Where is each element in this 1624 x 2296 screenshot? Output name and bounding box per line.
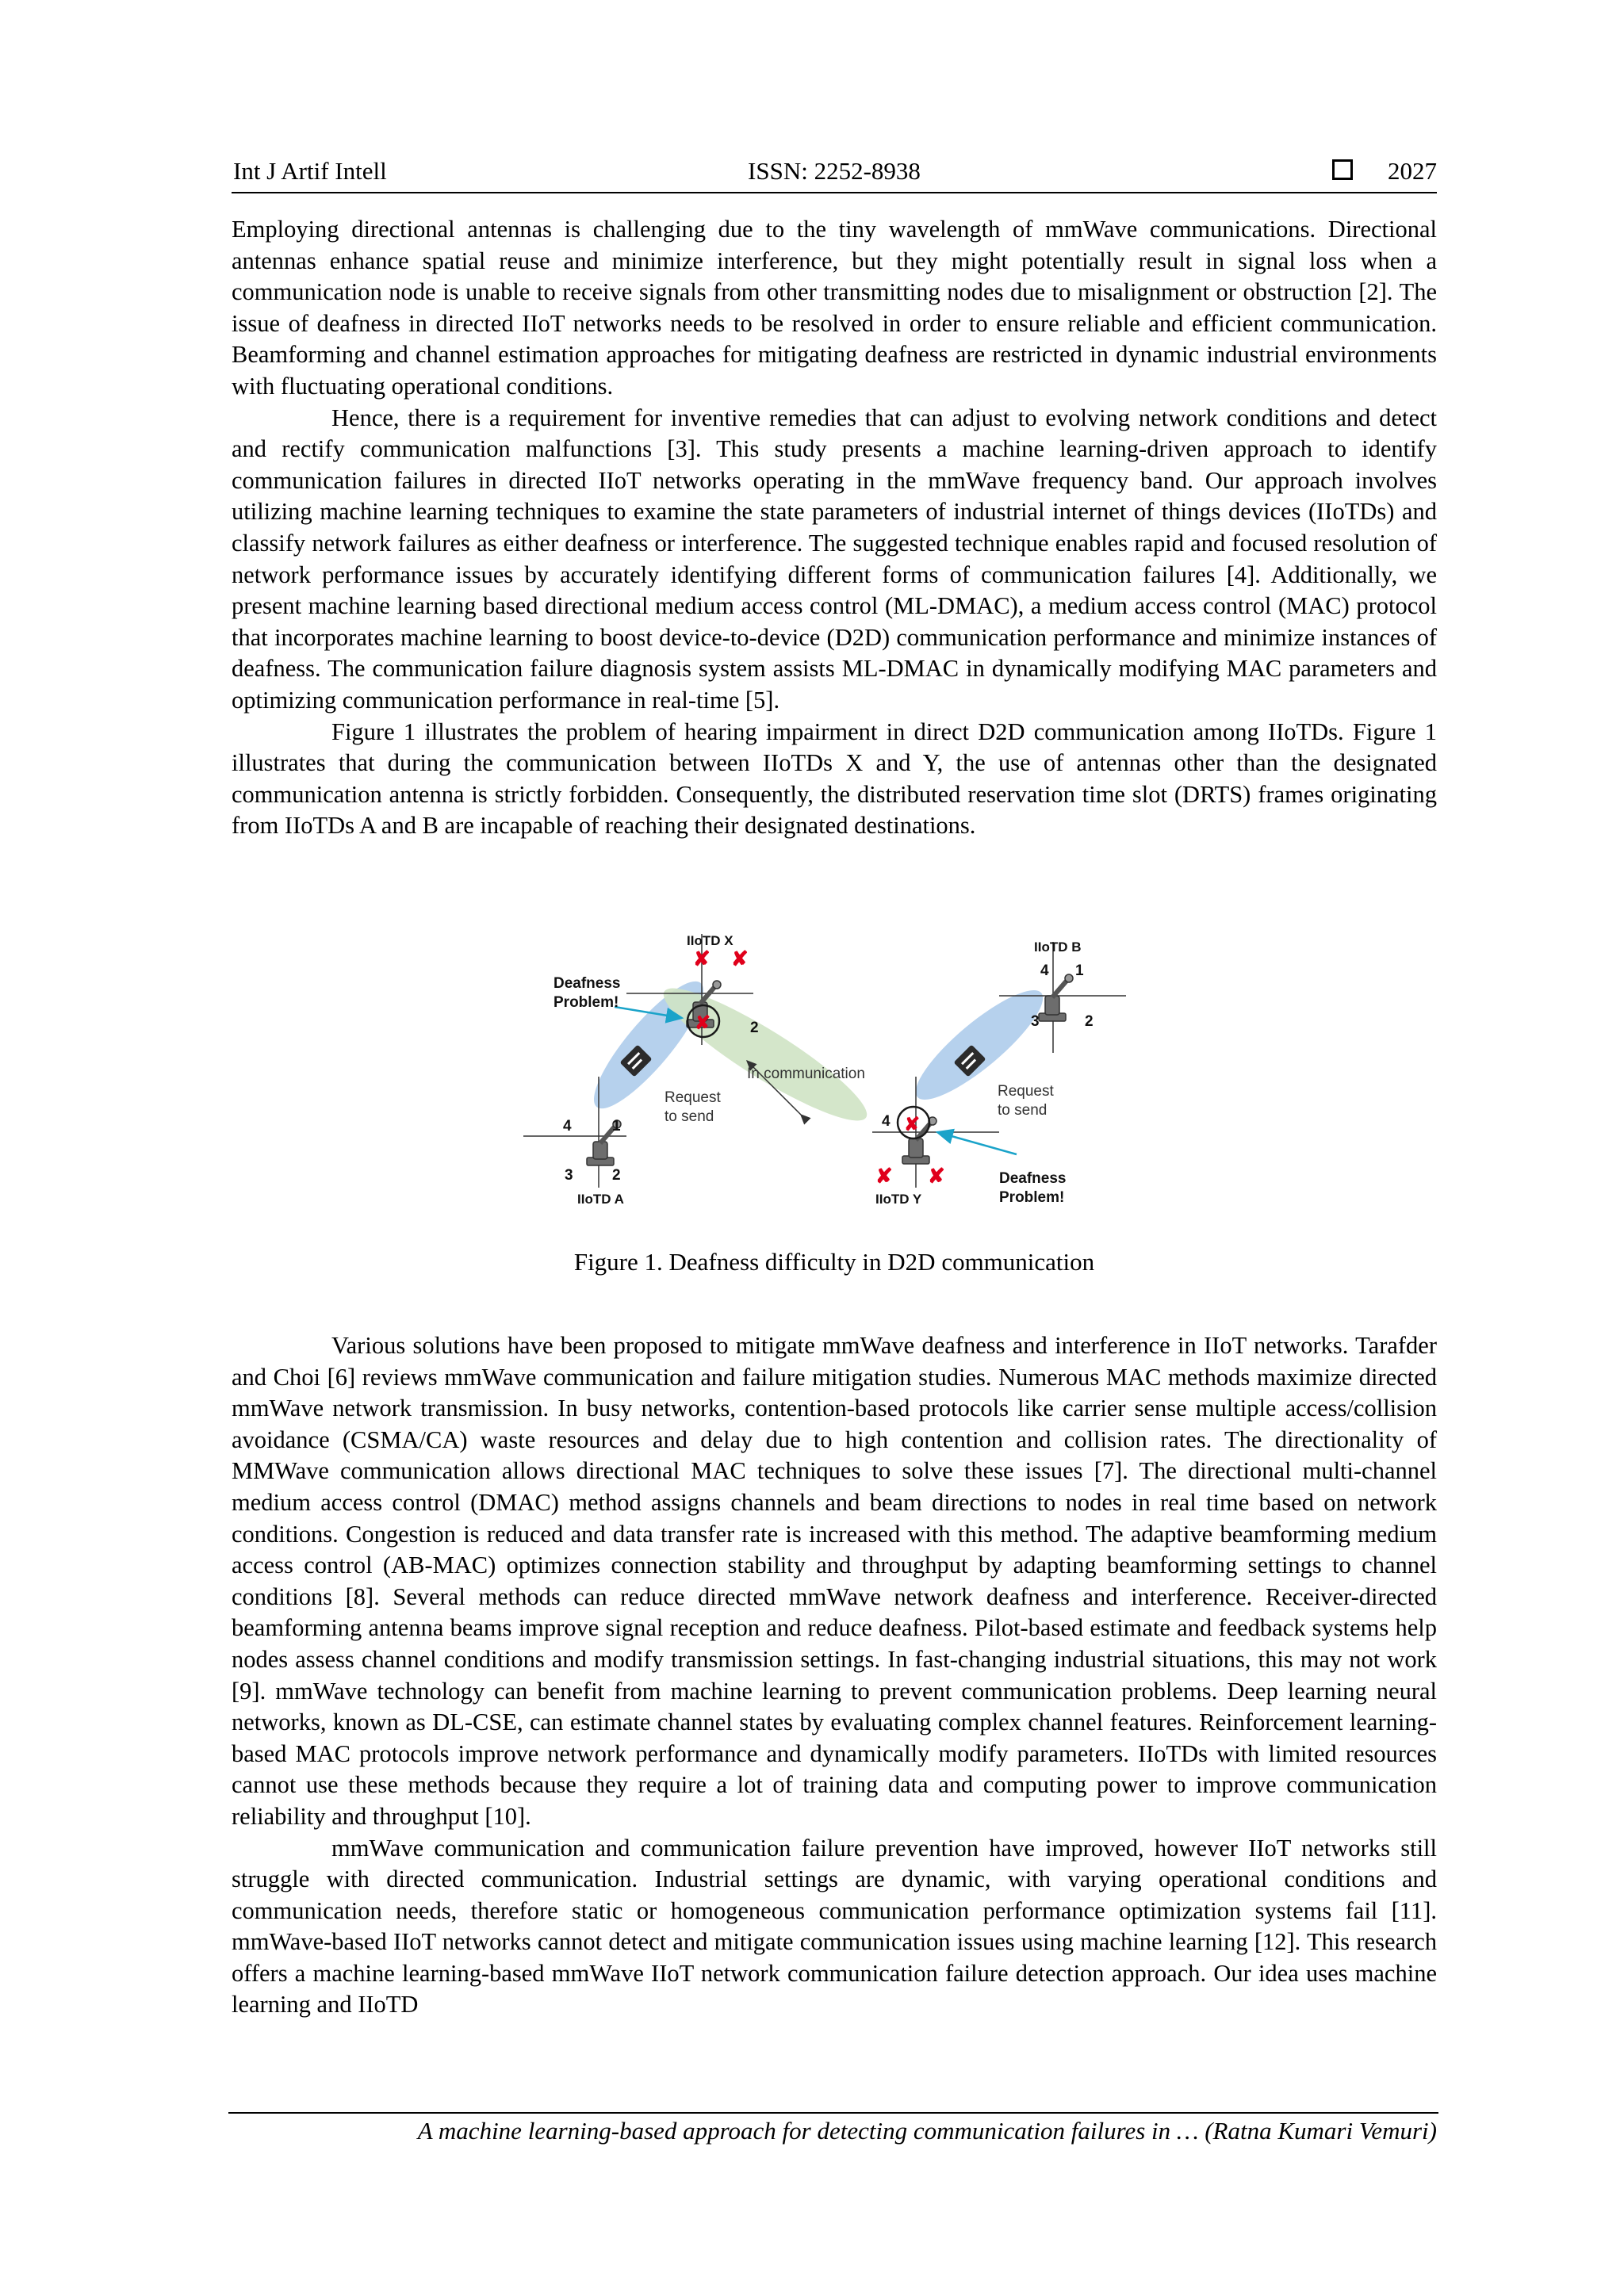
paragraph: Figure 1 illustrates the problem of hearing impairment in direct D2D communication among IIoTDs. Figure 1 illustrates that during the communication between IIoTDs X and Y, the use of antennas other than the designated communication antenna is strictly forbidden. Consequently, the distributed reservation time slot (DRTS) frames originating from IIoTDs A and B are incapable of reaching their designated destinations. [232,718,1437,840]
deafness-label-right-2: Problem! [999,1189,1065,1206]
paragraph: Various solutions have been proposed to mitigate mmWave deafness and interference in IIoT networks. Tarafder and Choi [6] reviews mmWave communication and failure mitigation studies. Numerous MAC methods maximize directed mmWave network transmission. In busy networks, contention-based protocols like carrier sense multiple access/collision avoidance (CSMA/CA) waste resources and delay due to high contention and collision rates. The directionality of MMWave communication allows directional MAC techniques to solve these issues [7]. The directional multi-channel medium access control (DMAC) method assigns channels and beam directions to nodes in real time based on network conditions. Congestion is reduced and data transfer rate is increased with this method. The adaptive beamforming medium access control (AB-MAC) optimizes connection stability and throughput by adapting beamforming settings to channel conditions [8]. Several methods can reduce directed mmWave network deafness and interference. Receiver-directed beamforming antenna beams improve signal reception and reduce deafness. Pilot-based estimate and feedback systems help nodes assess channel conditions and modify transmission settings. In fast-changing industrial situations, this may not work [9]. mmWave technology can benefit from machine learning to prevent communication problems. Deep learning neural networks, known as DL-CSE, can estimate channel states by evaluating complex channel features. Reinforcement learning-based MAC protocols improve network performance and dynamically modify parameters. IIoTDs with limited resources cannot use these methods because they require a lot of training data and computing power to improve communication reliability and throughput [10]. [232,1332,1437,1830]
running-title: A machine learning-based approach for detecting communication failures in … (Ratna Kumari Vemuri) [417,2117,1437,2145]
x-mark-icon: ✘ [875,1164,893,1188]
x-mark-icon: ✘ [904,1114,921,1135]
sector-number: 4 [882,1113,891,1130]
sector-number: 3 [565,1167,573,1184]
sector-number: 4 [563,1118,572,1135]
body-text-top [232,214,1437,842]
request-label-left: Request [665,1089,721,1106]
x-mark-icon: ✘ [693,947,710,970]
square-bullet-icon [1332,159,1353,180]
deafness-label-left-2: Problem! [553,994,619,1011]
page-number-group [1332,157,1437,186]
sector-number: 2 [1085,1013,1094,1030]
paragraph: Hence, there is a requirement for inventive remedies that can adjust to evolving network conditions and detect and rectify communication malfunctions [3]. This study presents a machine learning-driven approach to identify communication failures in directed IIoT networks operating in the mmWave frequency band. Our approach involves utilizing machine learning techniques to examine the state parameters of industrial internet of things devices (IIoTDs) and classify network failures as either deafness or interference. The suggested technique enables rapid and focused resolution of network performance issues by accurately identifying different forms of communication failures [4]. Additionally, we present machine learning based directional medium access control (ML-DMAC), a medium access control (MAC) protocol that incorporates machine learning to boost device-to-device (D2D) communication performance and minimize instances of deafness. The communication failure diagnosis system assists ML-DMAC in dynamically modifying MAC parameters and optimizing communication performance in real-time [5]. [232,404,1437,714]
in-communication-label: In communication [747,1066,865,1082]
x-mark-icon: ✘ [928,1164,945,1188]
sector-number: 3 [1031,1013,1040,1030]
sector-number: 1 [1075,962,1084,979]
x-mark-icon: ✘ [695,1012,711,1034]
request-label-left-2: to send [665,1108,714,1125]
paragraph: mmWave communication and communication failure prevention have improved, however IIoT networks still struggle with directed communication. Industrial settings are dynamic, with varying operational conditions and communication needs, therefore static or homogeneous communication performance optimization systems fail [11]. mmWave-based IIoT networks cannot detect and mitigate communication issues using machine learning [12]. This research offers a machine learning-based mmWave IIoT network communication failure detection approach. Our idea uses machine learning and IIoTD [232,1834,1437,2019]
sector-number: 2 [612,1167,621,1184]
footer-divider [228,2112,1438,2114]
deafness-diagram [523,918,1158,1219]
page-header [232,155,1437,193]
request-label-right: Request [998,1083,1054,1100]
paragraph: Employing directional antennas is challenging due to the tiny wavelength of mmWave communications. Directional antennas enhance spatial reuse and minimize interference, but they might potentially result in signal loss when a communication node is unable to receive signals from other transmitting nodes due to misalignment or obstruction [2]. The issue of deafness in directed IIoT networks needs to be resolved in order to ensure reliable and efficient communication. Beamforming and channel estimation approaches for mitigating deafness are restricted in dynamic industrial environments with fluctuating operational conditions. [232,216,1437,400]
request-label-right-2: to send [998,1102,1048,1119]
figure-1 [523,918,1158,1219]
journal-name: Int J Artif Intell [233,157,387,185]
node-a-label: IIoTD A [577,1192,624,1207]
page-number: 2027 [1388,157,1437,185]
sector-number: 4 [1040,962,1049,979]
issn: ISSN: 2252-8938 [748,157,921,185]
sector-number: 1 [612,1118,621,1135]
deafness-label-right: Deafness [999,1170,1067,1187]
node-y-label: IIoTD Y [875,1192,922,1207]
deafness-label-left: Deafness [553,975,621,992]
sector-number: 2 [750,1020,759,1036]
node-x-label: IIoTD X [687,933,733,948]
figure-caption: Figure 1. Deafness difficulty in D2D communication [573,1248,1095,1276]
node-b-label: IIoTD B [1034,939,1082,955]
body-text-bottom [232,1330,1437,2021]
robot-b-icon [1039,974,1073,1021]
x-mark-icon: ✘ [731,947,749,970]
